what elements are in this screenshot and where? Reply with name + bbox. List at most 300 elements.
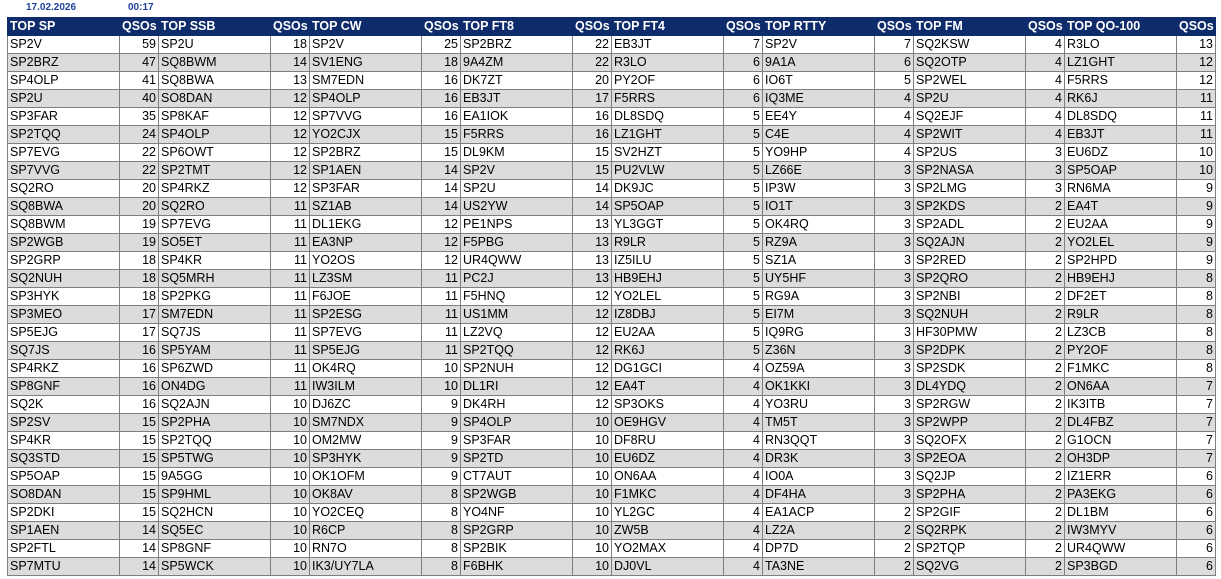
- callsign-cell: SP4OLP: [461, 414, 573, 432]
- qso-count-cell: 3: [875, 288, 914, 306]
- callsign-cell: SP2V: [8, 36, 120, 54]
- qso-count-cell: 3: [875, 198, 914, 216]
- callsign-cell: YO2CEQ: [310, 504, 422, 522]
- qso-count-cell: 3: [875, 234, 914, 252]
- qso-count-cell: 47: [120, 54, 159, 72]
- callsign-cell: SQ2OTP: [914, 54, 1026, 72]
- qso-count-cell: 8: [1177, 324, 1216, 342]
- qso-count-cell: 10: [271, 414, 310, 432]
- qso-count-cell: 5: [724, 324, 763, 342]
- table-row: [8, 162, 1216, 180]
- callsign-cell: OK4RQ: [763, 216, 875, 234]
- callsign-cell: SP9HML: [159, 486, 271, 504]
- qso-count-cell: 22: [573, 36, 612, 54]
- callsign-cell: HF30PMW: [914, 324, 1026, 342]
- callsign-cell: DF2ET: [1065, 288, 1177, 306]
- qso-count-cell: 12: [573, 288, 612, 306]
- qso-count-cell: 12: [1177, 54, 1216, 72]
- qso-count-cell: 4: [724, 414, 763, 432]
- qso-count-cell: 4: [1026, 126, 1065, 144]
- qso-count-cell: 13: [573, 270, 612, 288]
- callsign-cell: OK1OFM: [310, 468, 422, 486]
- callsign-cell: R9LR: [1065, 306, 1177, 324]
- qso-count-cell: 5: [724, 234, 763, 252]
- callsign-cell: SQ2EJF: [914, 108, 1026, 126]
- qso-count-cell: 8: [1177, 360, 1216, 378]
- callsign-cell: SQ2NUH: [8, 270, 120, 288]
- qso-count-cell: 10: [271, 522, 310, 540]
- qso-count-cell: 18: [120, 288, 159, 306]
- qso-count-cell: 3: [1026, 180, 1065, 198]
- qso-count-cell: 2: [1026, 306, 1065, 324]
- qso-count-cell: 14: [120, 558, 159, 576]
- qso-count-cell: 15: [573, 162, 612, 180]
- callsign-cell: OH3DP: [1065, 450, 1177, 468]
- qso-count-cell: 10: [271, 468, 310, 486]
- callsign-cell: SP2EOA: [914, 450, 1026, 468]
- qso-count-cell: 13: [1177, 36, 1216, 54]
- callsign-cell: SO8DAN: [8, 486, 120, 504]
- callsign-cell: SP5OAP: [612, 198, 724, 216]
- table-row: [8, 558, 1216, 576]
- qso-count-cell: 6: [875, 54, 914, 72]
- callsign-cell: IO1T: [763, 198, 875, 216]
- callsign-cell: DF4HA: [763, 486, 875, 504]
- qso-count-cell: 12: [1177, 72, 1216, 90]
- qso-count-cell: 5: [724, 306, 763, 324]
- qsos-header: QSOs: [271, 18, 310, 36]
- qso-count-cell: 41: [120, 72, 159, 90]
- qso-count-cell: 10: [573, 432, 612, 450]
- callsign-cell: RK6J: [1065, 90, 1177, 108]
- qso-count-cell: 6: [1177, 540, 1216, 558]
- callsign-cell: DL8SDQ: [612, 108, 724, 126]
- callsign-cell: SP7EVG: [8, 144, 120, 162]
- qso-count-cell: 5: [724, 126, 763, 144]
- callsign-cell: RK6J: [612, 342, 724, 360]
- qso-count-cell: 11: [271, 288, 310, 306]
- qso-count-cell: 3: [875, 216, 914, 234]
- qso-count-cell: 4: [724, 522, 763, 540]
- qso-count-cell: 2: [1026, 540, 1065, 558]
- qso-count-cell: 6: [1177, 522, 1216, 540]
- qso-count-cell: 10: [271, 558, 310, 576]
- callsign-cell: DJ6ZC: [310, 396, 422, 414]
- callsign-cell: SQ2JP: [914, 468, 1026, 486]
- qso-count-cell: 16: [422, 108, 461, 126]
- qso-count-cell: 11: [422, 306, 461, 324]
- callsign-cell: OK1KKI: [763, 378, 875, 396]
- table-row: [8, 126, 1216, 144]
- callsign-cell: EU6DZ: [612, 450, 724, 468]
- callsign-cell: 9A4ZM: [461, 54, 573, 72]
- qso-count-cell: 12: [271, 162, 310, 180]
- qso-count-cell: 6: [1177, 468, 1216, 486]
- qso-count-cell: 11: [271, 342, 310, 360]
- callsign-cell: LZ1GHT: [612, 126, 724, 144]
- callsign-cell: SP5YAM: [159, 342, 271, 360]
- callsign-cell: DL9KM: [461, 144, 573, 162]
- callsign-cell: SQ7JS: [159, 324, 271, 342]
- qso-count-cell: 4: [724, 432, 763, 450]
- callsign-cell: SP2RED: [914, 252, 1026, 270]
- qso-count-cell: 11: [422, 288, 461, 306]
- callsign-cell: YO2OS: [310, 252, 422, 270]
- callsign-cell: SP5EJG: [310, 342, 422, 360]
- callsign-cell: SP2HPD: [1065, 252, 1177, 270]
- qso-count-cell: 15: [422, 126, 461, 144]
- qso-count-cell: 2: [875, 540, 914, 558]
- table-row: [8, 216, 1216, 234]
- qso-count-cell: 10: [271, 486, 310, 504]
- qso-count-cell: 5: [724, 270, 763, 288]
- callsign-cell: SP2LMG: [914, 180, 1026, 198]
- table-row: [8, 432, 1216, 450]
- callsign-cell: PY2OF: [1065, 342, 1177, 360]
- qso-count-cell: 9: [422, 414, 461, 432]
- qso-count-cell: 11: [271, 378, 310, 396]
- callsign-cell: SP2KDS: [914, 198, 1026, 216]
- callsign-cell: SP2GIF: [914, 504, 1026, 522]
- callsign-cell: SM7EDN: [310, 72, 422, 90]
- callsign-cell: YO3RU: [763, 396, 875, 414]
- qso-count-cell: 4: [724, 540, 763, 558]
- qso-count-cell: 10: [271, 504, 310, 522]
- qso-count-cell: 2: [875, 522, 914, 540]
- report-date: 17.02.2026: [26, 2, 77, 13]
- table-row: [8, 324, 1216, 342]
- callsign-cell: DP7D: [763, 540, 875, 558]
- qso-count-cell: 5: [875, 72, 914, 90]
- qso-count-cell: 2: [1026, 324, 1065, 342]
- section-header: TOP FM: [914, 18, 1026, 36]
- callsign-cell: SP2TMT: [159, 162, 271, 180]
- callsign-cell: DJ0VL: [612, 558, 724, 576]
- section-header: TOP QO-100: [1065, 18, 1177, 36]
- qso-count-cell: 12: [573, 342, 612, 360]
- callsign-cell: TA3NE: [763, 558, 875, 576]
- callsign-cell: SQ3STD: [8, 450, 120, 468]
- qso-count-cell: 4: [1026, 108, 1065, 126]
- callsign-cell: IK3ITB: [1065, 396, 1177, 414]
- callsign-cell: SQ8BWA: [8, 198, 120, 216]
- callsign-cell: SP3BGD: [1065, 558, 1177, 576]
- qso-count-cell: 2: [1026, 486, 1065, 504]
- callsign-cell: SQ2VG: [914, 558, 1026, 576]
- callsign-cell: SQ2AJN: [914, 234, 1026, 252]
- callsign-cell: 9A1A: [763, 54, 875, 72]
- callsign-cell: SQ5MRH: [159, 270, 271, 288]
- callsign-cell: SP8GNF: [8, 378, 120, 396]
- callsign-cell: IZ5ILU: [612, 252, 724, 270]
- callsign-cell: YO2LEL: [612, 288, 724, 306]
- table-row: [8, 198, 1216, 216]
- callsign-cell: IO0A: [763, 468, 875, 486]
- callsign-cell: SP2U: [8, 90, 120, 108]
- qso-count-cell: 8: [1177, 270, 1216, 288]
- callsign-cell: SP2WGB: [8, 234, 120, 252]
- qso-count-cell: 12: [271, 108, 310, 126]
- callsign-cell: SP5EJG: [8, 324, 120, 342]
- callsign-cell: SP5OAP: [8, 468, 120, 486]
- callsign-cell: EA1IOK: [461, 108, 573, 126]
- qso-count-cell: 15: [120, 468, 159, 486]
- qsos-header: QSOs: [875, 18, 914, 36]
- section-header: TOP RTTY: [763, 18, 875, 36]
- table-header-row: [8, 18, 1216, 36]
- qso-count-cell: 5: [724, 288, 763, 306]
- qso-count-cell: 18: [271, 36, 310, 54]
- callsign-cell: F5RRS: [612, 90, 724, 108]
- table-row: [8, 378, 1216, 396]
- callsign-cell: Z36N: [763, 342, 875, 360]
- callsign-cell: SP7EVG: [310, 324, 422, 342]
- qso-count-cell: 6: [1177, 504, 1216, 522]
- table-row: [8, 180, 1216, 198]
- qso-count-cell: 15: [120, 450, 159, 468]
- qso-count-cell: 4: [724, 486, 763, 504]
- qso-count-cell: 9: [422, 468, 461, 486]
- callsign-cell: DK4RH: [461, 396, 573, 414]
- qso-count-cell: 4: [724, 504, 763, 522]
- callsign-cell: R6CP: [310, 522, 422, 540]
- qso-count-cell: 3: [875, 432, 914, 450]
- report-time: 00:17: [128, 2, 154, 13]
- qso-count-cell: 14: [573, 180, 612, 198]
- qso-count-cell: 6: [724, 72, 763, 90]
- qso-count-cell: 8: [1177, 288, 1216, 306]
- callsign-cell: SP3MEO: [8, 306, 120, 324]
- callsign-cell: SP2PHA: [914, 486, 1026, 504]
- qso-count-cell: 11: [1177, 126, 1216, 144]
- qso-count-cell: 4: [724, 468, 763, 486]
- table-row: [8, 522, 1216, 540]
- callsign-cell: IQ3ME: [763, 90, 875, 108]
- callsign-cell: SP7VVG: [310, 108, 422, 126]
- qso-count-cell: 8: [1177, 342, 1216, 360]
- qso-count-cell: 11: [271, 234, 310, 252]
- callsign-cell: SP6ZWD: [159, 360, 271, 378]
- callsign-cell: SP3FAR: [8, 108, 120, 126]
- qso-count-cell: 11: [271, 360, 310, 378]
- callsign-cell: LZ3SM: [310, 270, 422, 288]
- callsign-cell: SP5TWG: [159, 450, 271, 468]
- callsign-cell: CT7AUT: [461, 468, 573, 486]
- callsign-cell: YO2LEL: [1065, 234, 1177, 252]
- callsign-cell: OK4RQ: [310, 360, 422, 378]
- callsign-cell: SP3OKS: [612, 396, 724, 414]
- timestamp-bar: [0, 0, 1221, 17]
- qso-count-cell: 10: [573, 468, 612, 486]
- callsign-cell: SP2ADL: [914, 216, 1026, 234]
- callsign-cell: PE1NPS: [461, 216, 573, 234]
- qso-count-cell: 18: [422, 54, 461, 72]
- qso-count-cell: 3: [875, 324, 914, 342]
- table-row: [8, 72, 1216, 90]
- callsign-cell: G1OCN: [1065, 432, 1177, 450]
- table-row: [8, 144, 1216, 162]
- qso-count-cell: 22: [573, 54, 612, 72]
- callsign-cell: YO2CJX: [310, 126, 422, 144]
- callsign-cell: SQ2NUH: [914, 306, 1026, 324]
- qso-count-cell: 9: [1177, 234, 1216, 252]
- qso-count-cell: 10: [271, 432, 310, 450]
- qso-count-cell: 3: [875, 414, 914, 432]
- qso-count-cell: 4: [724, 558, 763, 576]
- callsign-cell: HB9EHJ: [612, 270, 724, 288]
- callsign-cell: SQ5EC: [159, 522, 271, 540]
- callsign-cell: YL3GGT: [612, 216, 724, 234]
- qso-count-cell: 10: [573, 540, 612, 558]
- qso-count-cell: 16: [120, 378, 159, 396]
- table-row: [8, 468, 1216, 486]
- callsign-cell: DL1EKG: [310, 216, 422, 234]
- section-header: TOP CW: [310, 18, 422, 36]
- table-row: [8, 90, 1216, 108]
- qso-count-cell: 8: [422, 558, 461, 576]
- qso-count-cell: 4: [724, 396, 763, 414]
- qso-count-cell: 7: [724, 36, 763, 54]
- callsign-cell: SZ1AB: [310, 198, 422, 216]
- qso-count-cell: 5: [724, 216, 763, 234]
- callsign-cell: SP4OLP: [8, 72, 120, 90]
- qso-count-cell: 16: [422, 72, 461, 90]
- callsign-cell: ON6AA: [612, 468, 724, 486]
- callsign-cell: EB3JT: [1065, 126, 1177, 144]
- qsos-header: QSOs: [422, 18, 461, 36]
- qso-count-cell: 3: [875, 468, 914, 486]
- qso-count-cell: 4: [875, 126, 914, 144]
- callsign-cell: SP2ESG: [310, 306, 422, 324]
- qso-count-cell: 9: [1177, 198, 1216, 216]
- callsign-cell: SP2BRZ: [461, 36, 573, 54]
- qso-count-cell: 8: [422, 540, 461, 558]
- callsign-cell: DL4FBZ: [1065, 414, 1177, 432]
- callsign-cell: RN7O: [310, 540, 422, 558]
- qso-count-cell: 10: [271, 450, 310, 468]
- qso-count-cell: 11: [271, 216, 310, 234]
- callsign-cell: SP4KR: [8, 432, 120, 450]
- callsign-cell: SV2HZT: [612, 144, 724, 162]
- callsign-cell: SQ8BWA: [159, 72, 271, 90]
- callsign-cell: EE4Y: [763, 108, 875, 126]
- callsign-cell: EA4T: [612, 378, 724, 396]
- qso-count-cell: 6: [724, 54, 763, 72]
- callsign-cell: LZ3CB: [1065, 324, 1177, 342]
- callsign-cell: SP2TD: [461, 450, 573, 468]
- callsign-cell: SP2WGB: [461, 486, 573, 504]
- table-row: [8, 486, 1216, 504]
- callsign-cell: SQ2OFX: [914, 432, 1026, 450]
- callsign-cell: SP2DPK: [914, 342, 1026, 360]
- qso-count-cell: 12: [422, 216, 461, 234]
- qso-count-cell: 12: [422, 252, 461, 270]
- qso-count-cell: 15: [422, 144, 461, 162]
- callsign-cell: SP3FAR: [461, 432, 573, 450]
- qso-count-cell: 11: [1177, 90, 1216, 108]
- callsign-cell: ZW5B: [612, 522, 724, 540]
- qso-count-cell: 3: [875, 180, 914, 198]
- callsign-cell: SP2BRZ: [8, 54, 120, 72]
- callsign-cell: SP2WPP: [914, 414, 1026, 432]
- qso-count-cell: 5: [724, 180, 763, 198]
- qso-count-cell: 9: [1177, 252, 1216, 270]
- callsign-cell: RG9A: [763, 288, 875, 306]
- qso-count-cell: 17: [120, 324, 159, 342]
- qso-count-cell: 3: [875, 360, 914, 378]
- table-row: [8, 360, 1216, 378]
- qso-count-cell: 4: [875, 144, 914, 162]
- table-row: [8, 306, 1216, 324]
- qso-count-cell: 40: [120, 90, 159, 108]
- callsign-cell: SP6OWT: [159, 144, 271, 162]
- qso-count-cell: 13: [573, 252, 612, 270]
- callsign-cell: SP2U: [461, 180, 573, 198]
- qso-count-cell: 15: [573, 144, 612, 162]
- qso-count-cell: 11: [422, 270, 461, 288]
- qso-count-cell: 10: [1177, 144, 1216, 162]
- callsign-cell: SP8KAF: [159, 108, 271, 126]
- callsign-cell: F6BHK: [461, 558, 573, 576]
- qso-count-cell: 2: [1026, 414, 1065, 432]
- qso-count-cell: 16: [120, 396, 159, 414]
- callsign-cell: SQ8BWM: [8, 216, 120, 234]
- qso-count-cell: 11: [271, 270, 310, 288]
- section-header: TOP FT4: [612, 18, 724, 36]
- qso-count-cell: 7: [1177, 396, 1216, 414]
- callsign-cell: DK7ZT: [461, 72, 573, 90]
- callsign-cell: F5RRS: [1065, 72, 1177, 90]
- top-stations-table: [7, 17, 1216, 576]
- callsign-cell: SP8GNF: [159, 540, 271, 558]
- qso-count-cell: 12: [573, 396, 612, 414]
- callsign-cell: DF8RU: [612, 432, 724, 450]
- callsign-cell: UR4QWW: [461, 252, 573, 270]
- qso-count-cell: 4: [1026, 36, 1065, 54]
- table-row: [8, 252, 1216, 270]
- qso-count-cell: 3: [875, 396, 914, 414]
- callsign-cell: SP1AEN: [8, 522, 120, 540]
- qso-count-cell: 11: [1177, 108, 1216, 126]
- qso-count-cell: 4: [724, 378, 763, 396]
- callsign-cell: SQ2AJN: [159, 396, 271, 414]
- callsign-cell: DL1RI: [461, 378, 573, 396]
- qsos-header: QSOs: [1177, 18, 1216, 36]
- callsign-cell: LZ66E: [763, 162, 875, 180]
- callsign-cell: OZ59A: [763, 360, 875, 378]
- qso-count-cell: 11: [271, 252, 310, 270]
- qso-count-cell: 16: [573, 126, 612, 144]
- callsign-cell: SP2FTL: [8, 540, 120, 558]
- callsign-cell: ON4DG: [159, 378, 271, 396]
- callsign-cell: US2YW: [461, 198, 573, 216]
- callsign-cell: C4E: [763, 126, 875, 144]
- qso-count-cell: 4: [724, 360, 763, 378]
- qso-count-cell: 20: [120, 198, 159, 216]
- qso-count-cell: 3: [1026, 144, 1065, 162]
- callsign-cell: SO5ET: [159, 234, 271, 252]
- qso-count-cell: 5: [724, 252, 763, 270]
- callsign-cell: SP2PKG: [159, 288, 271, 306]
- qso-count-cell: 3: [875, 486, 914, 504]
- qso-count-cell: 6: [1177, 558, 1216, 576]
- section-header: TOP SP: [8, 18, 120, 36]
- callsign-cell: EB3JT: [461, 90, 573, 108]
- qso-count-cell: 2: [1026, 216, 1065, 234]
- qso-count-cell: 9: [422, 450, 461, 468]
- callsign-cell: SQ2RPK: [914, 522, 1026, 540]
- callsign-cell: SP5OAP: [1065, 162, 1177, 180]
